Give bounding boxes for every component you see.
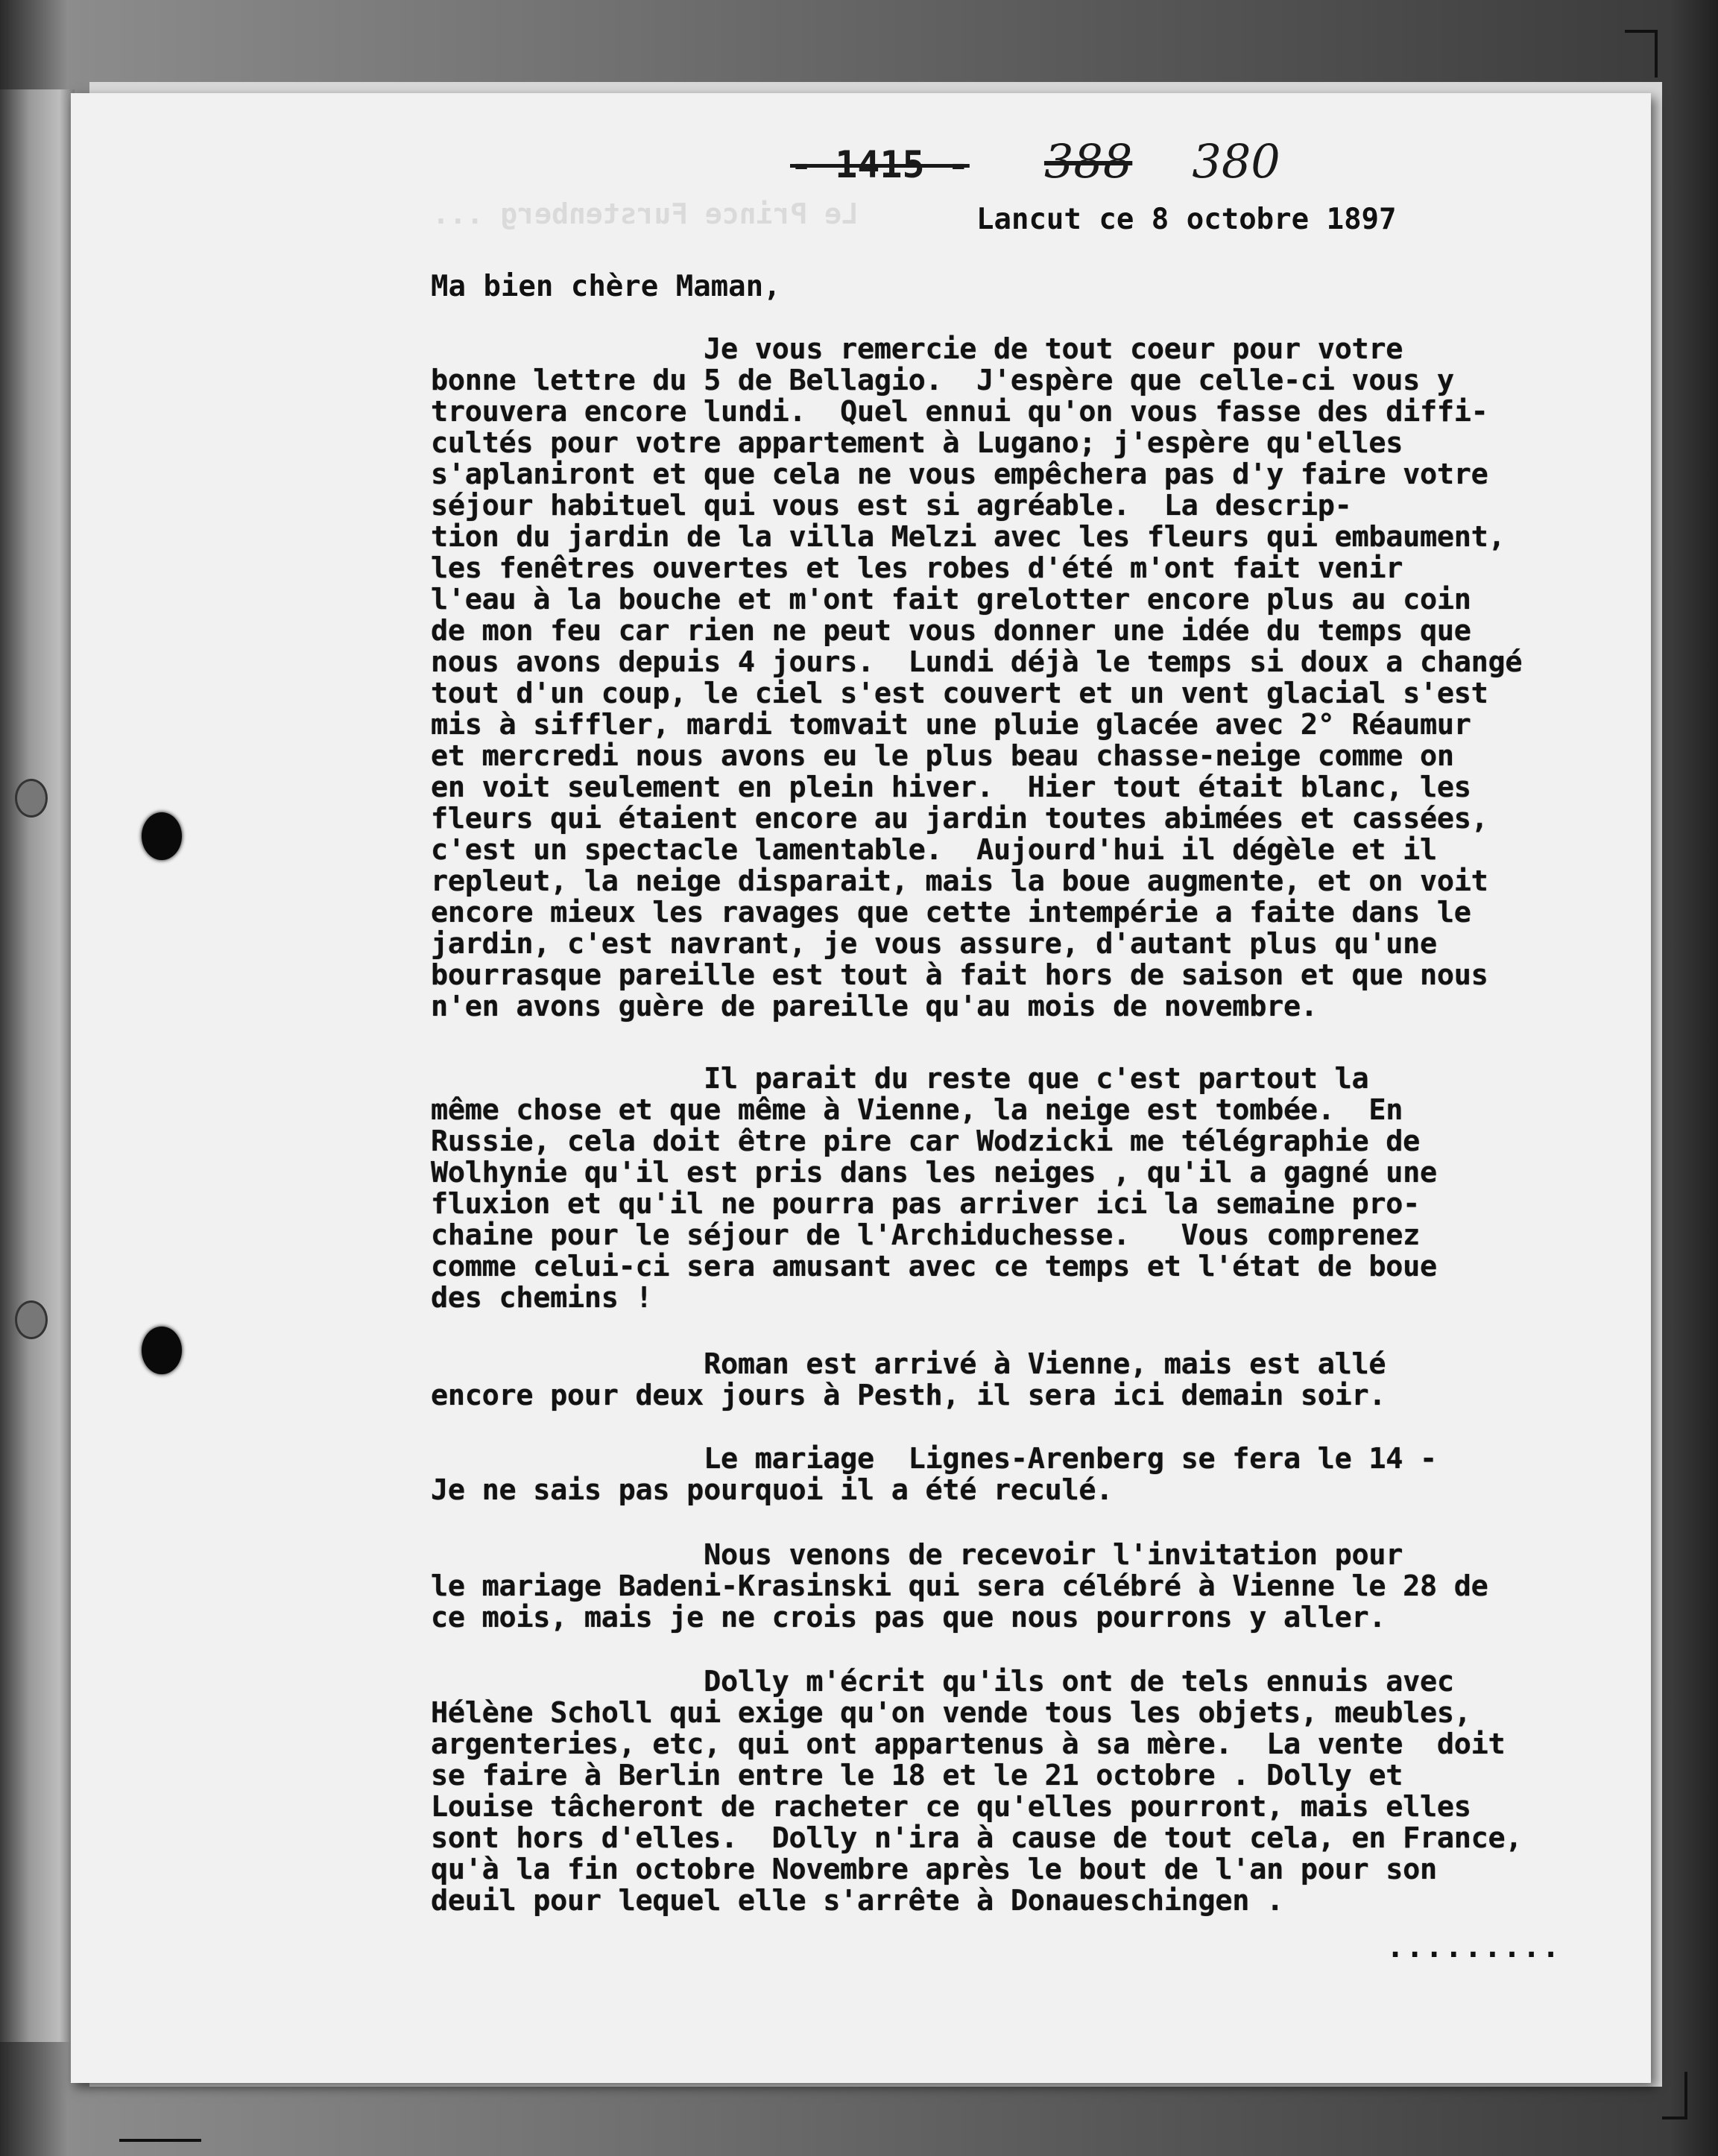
binder-hole — [15, 1300, 48, 1339]
continuation-dots: ......... — [1386, 1930, 1561, 1964]
letter-paragraph: Nous venons de recevoir l'invitation pour le mariage Badeni-Krasinski qui sera célébré à Vienne le 28 de ce mois, mais je ne crois pas que nous pourrons y aller. — [431, 1538, 1488, 1634]
letter-salutation: Ma bien chère Maman, — [431, 270, 781, 303]
binder-hole — [15, 779, 48, 818]
typed-page-number-struck: - 1415 - — [790, 143, 970, 186]
binder-strip — [0, 89, 75, 2042]
punch-hole — [142, 812, 182, 860]
crop-mark — [119, 2117, 201, 2142]
crop-mark — [1662, 2072, 1687, 2119]
handwritten-page-number-struck: 388 — [1043, 134, 1133, 189]
handwritten-page-number: 380 — [1192, 134, 1280, 189]
page-number — [790, 134, 1280, 189]
letter-paragraph: Roman est arrivé à Vienne, mais est allé encore pour deux jours à Pesth, il sera ici demain soir. — [431, 1347, 1386, 1412]
letter-dateline: Lancut ce 8 octobre 1897 — [976, 203, 1397, 236]
crop-mark — [1625, 30, 1658, 78]
letter-paragraph: Dolly m'écrit qu'ils ont de tels ennuis avec Hélène Scholl qui exige qu'on vende tous les objets, meubles, argenteries, etc, qui ont appartenus à sa mère. La vente doit se faire à Berlin entre le 18 et le 21 octobre . Dolly et Louise tâcheront de racheter ce qu'elles pourront, mais elles sont hors d'elles. Dolly n'ira à cause de tout cela, en France, qu'à la fin octobre Novembre après le bout de l'an pour son deuil pour lequel elle s'arrête à Donaueschingen . — [431, 1665, 1523, 1918]
letter-paragraph: Il parait du reste que c'est partout la même chose et que même à Vienne, la neige est tombée. En Russie, cela doit être pire car Wodzicki me télégraphie de Wolhynie qu'il est pris dans les neiges , qu'il a gagné une fluxion et qu'il ne pourra pas arriver ici la semaine pro- chaine pour le séjour de l'Archiduchesse. Vous comprenez comme celui-ci sera amusant avec ce temps et l'état de boue des chemins ! — [431, 1062, 1437, 1315]
punch-hole — [142, 1327, 182, 1374]
bleed-through-text: Le Prince Furstenberg ... — [432, 197, 859, 230]
letter-paragraph: Je vous remercie de tout coeur pour votre bonne lettre du 5 de Bellagio. J'espère que celle-ci vous y trouvera encore lundi. Quel ennui qu'on vous fasse des diffi- cultés pour votre appartement à Lugano; j'espère qu'elles s'aplaniront et que cela ne vous empêchera pas d'y faire votre séjour habituel qui vous est si agréable. La descrip- tion du jardin de la villa Melzi avec les fleurs qui embaument, les fenêtres ouvertes et les robes d'été m'ont fait venir l'eau à la bouche et m'ont fait grelotter encore plus au coin de mon feu car rien ne peut vous donner une idée du temps que nous avons depuis 4 jours. Lundi déjà le temps si doux a changé tout d'un coup, le ciel s'est couvert et un vent glacial s'est mis à siffler, mardi tomvait une pluie glacée avec 2° Réaumur et mercredi nous avons eu le plus beau chasse-neige comme on en voit seulement en plein hiver. Hier tout était blanc, les fleurs qui étaient encore au jardin toutes abimées et cassées, c'est un spectacle lamentable. Aujourd'hui il dégèle et il repleut, la neige disparait, mais la boue augmente, et on voit encore mieux les ravages que cette intempérie a faite dans le jardin, c'est navrant, je vous assure, d'autant plus qu'une bourrasque pareille est tout à fait hors de saison et que nous n'en avons guère de pareille qu'au mois de novembre. — [431, 332, 1523, 1023]
letter-paragraph: Le mariage Lignes-Arenberg se fera le 14 - Je ne sais pas pourquoi il a été reculé. — [431, 1442, 1437, 1507]
